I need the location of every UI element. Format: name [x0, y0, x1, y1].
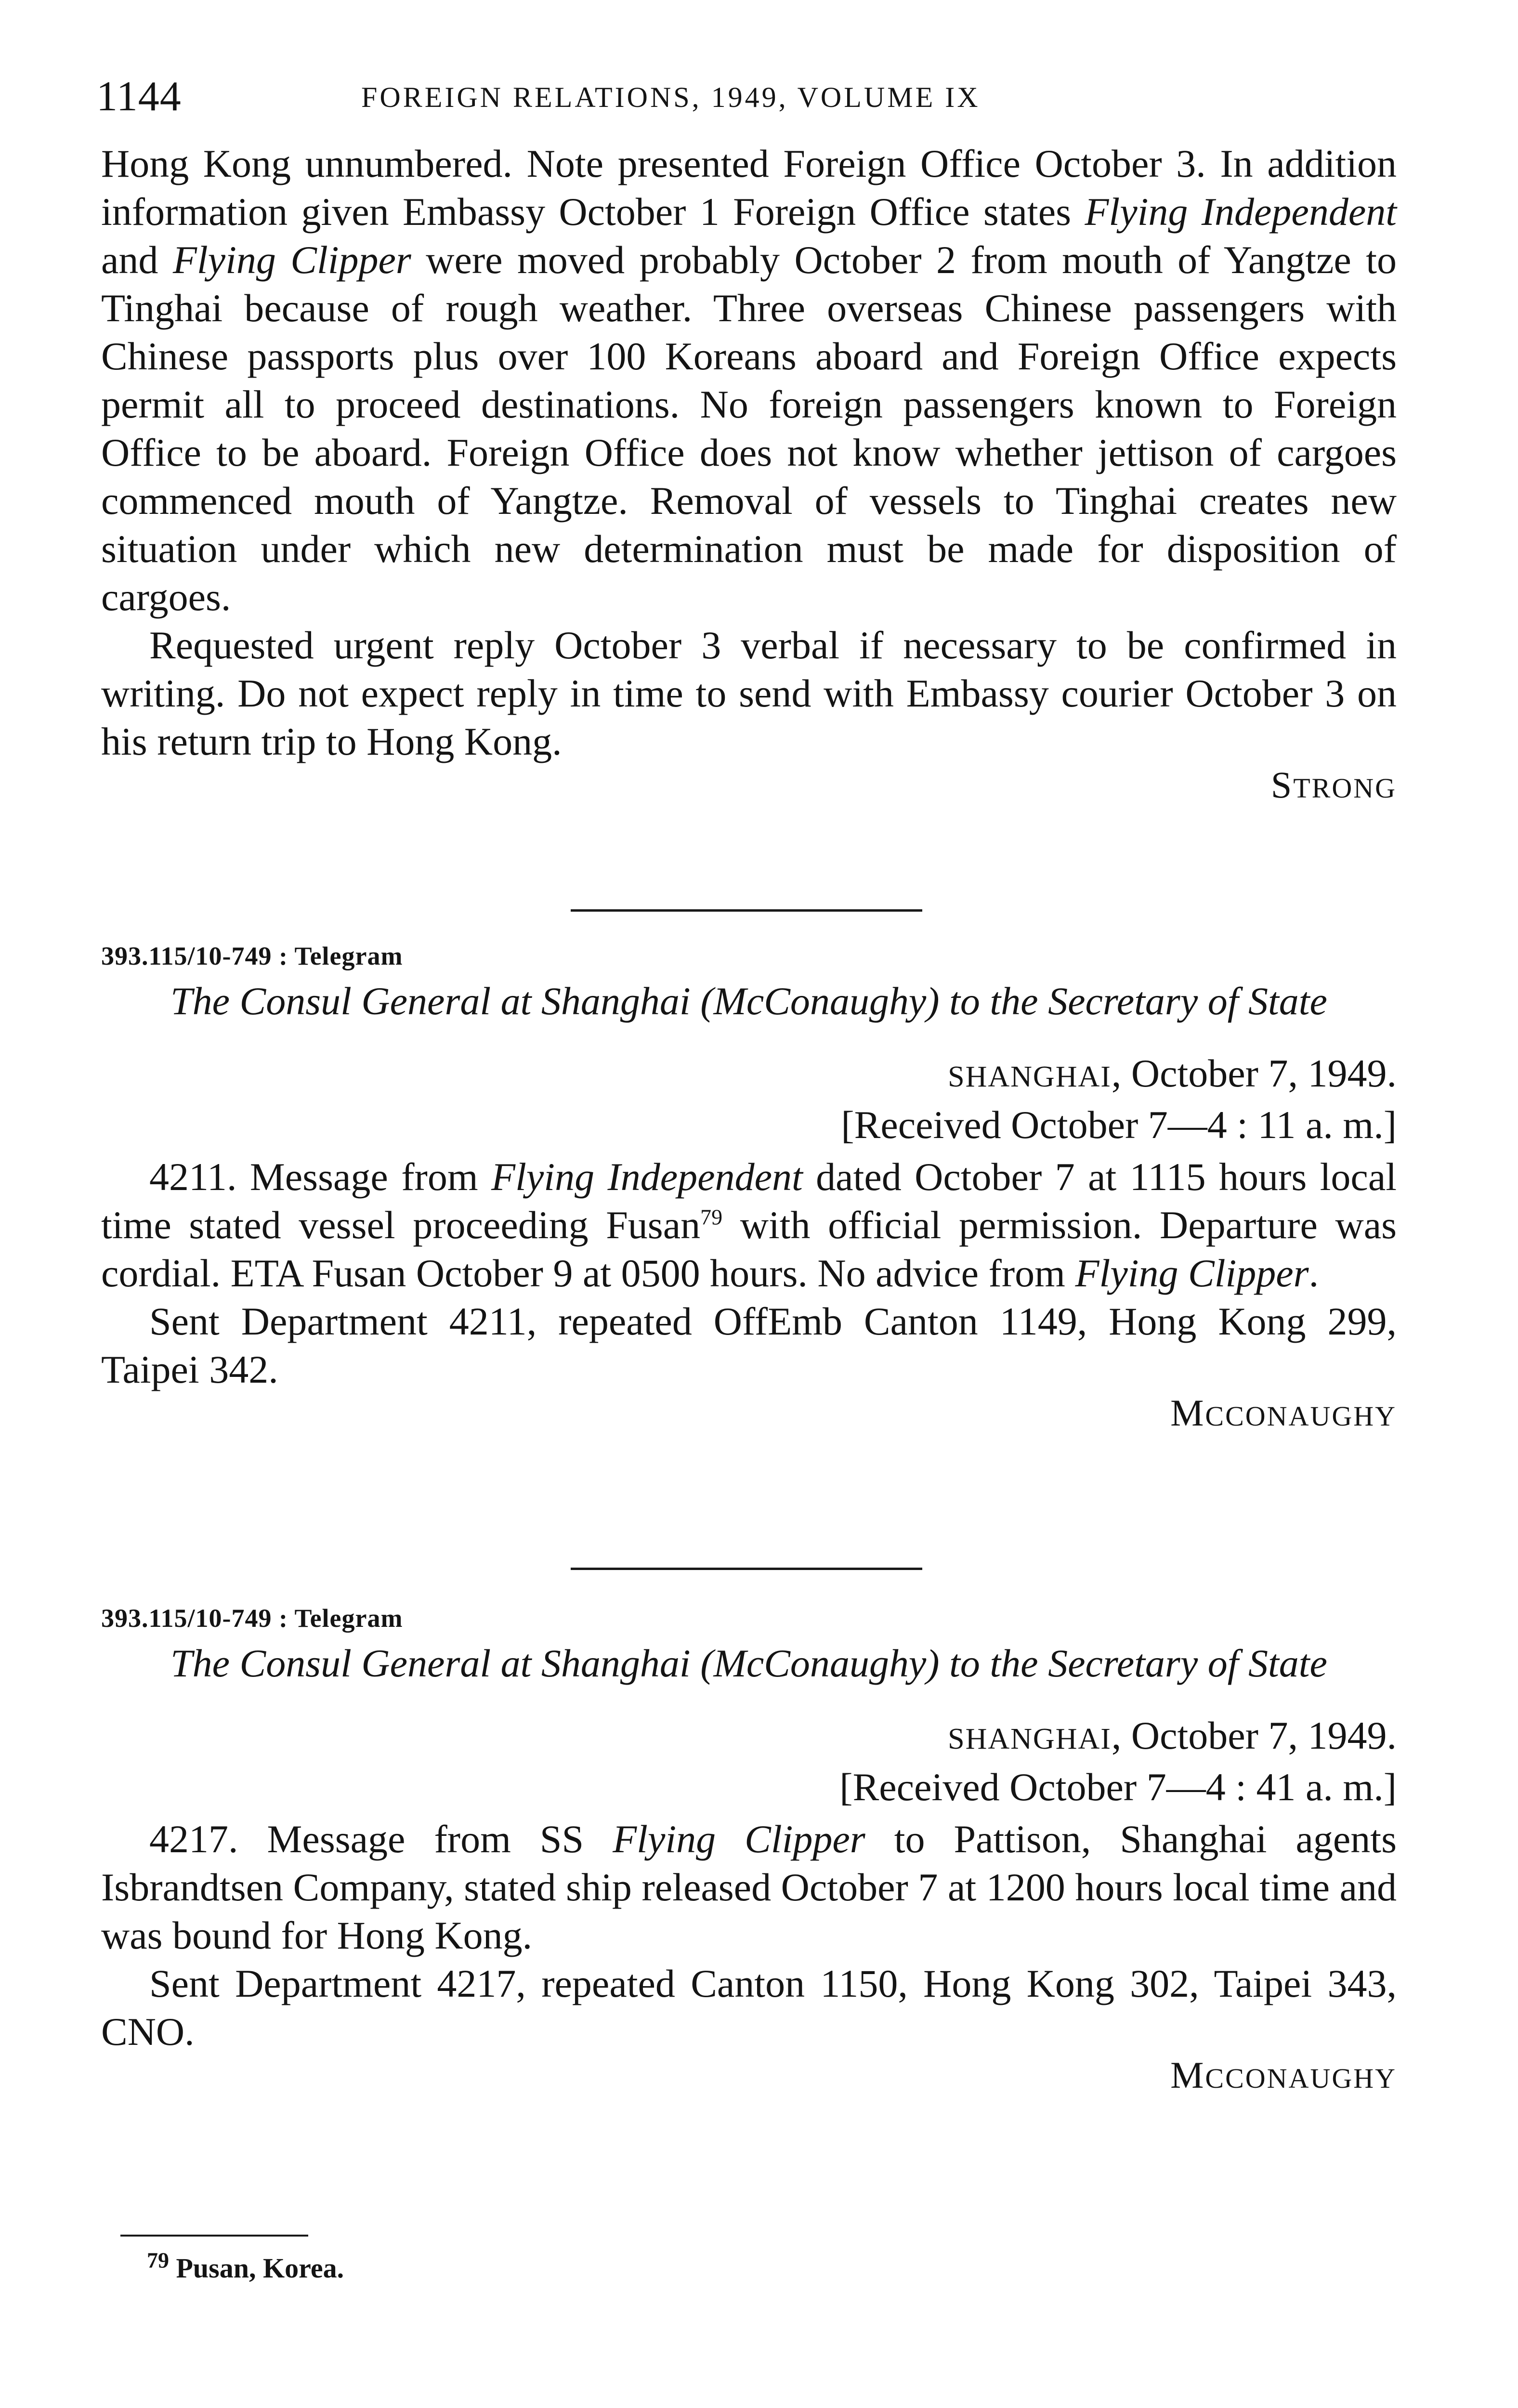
signature-strong: STRONG	[1270, 764, 1397, 806]
sent-line: Sent Department 4217, repeated Canton 1150, Hong Kong 302, Taipei 343, CNO.	[101, 1962, 1397, 2054]
section-divider	[571, 909, 922, 912]
section-divider	[571, 1568, 922, 1570]
document-title: The Consul General at Shanghai (McConaughy) to the Secretary of State	[170, 979, 1327, 1023]
running-head: FOREIGN RELATIONS, 1949, VOLUME IX	[361, 81, 981, 113]
received-line: [Received October 7—4 : 41 a. m.]	[839, 1765, 1397, 1809]
file-reference: 393.115/10-749 : Telegram	[101, 1604, 403, 1633]
footnote: $^{79}$ Pusan, Korea.	[147, 2248, 344, 2284]
received-line: [Received October 7—4 : 11 a. m.]	[841, 1103, 1397, 1147]
ship-name: Flying Clipper	[613, 1817, 865, 1861]
ship-name: Flying Clipper	[172, 238, 411, 282]
ship-name: Flying Clipper	[1075, 1251, 1309, 1295]
signature-mcconaughy: MCCONAUGHY	[1170, 2054, 1397, 2096]
sent-line: Sent Department 4211, repeated OffEmb Canton 1149, Hong Kong 299, Taipei 342.	[101, 1299, 1397, 1391]
telegram-4217	[101, 1599, 1397, 2098]
footnote-number: 79	[147, 2248, 169, 2273]
footnote-marker: 79	[700, 1204, 723, 1230]
dateline: SHANGHAI, October 7, 1949.	[948, 1051, 1397, 1095]
dateline: SHANGHAI, October 7, 1949.	[948, 1714, 1397, 1757]
ship-name: Flying Independent	[1085, 190, 1397, 234]
telegram-body: 4211. Message from Flying Independent dated October 7 at 1115 hours local time stated vessel proceeding Fusan$^{79}$ with official permission. Departure was cordial. ETA Fusan October 9 at 0500 hours. No advice from Flying Clipper.	[101, 1155, 1397, 1295]
continuation-paragraph: Hong Kong unnumbered. Note presented Foreign Office October 3. In addition information given Embassy October 1 Foreign Office states Flying Independent and Flying Clipper were moved probably October 2 from mouth of Yangtze to Tinghai because of rough weather. Three overseas Chinese passengers with Chinese passports plus over 100 Koreans aboard and Foreign Office expects permit all to proceed destinations. No foreign passengers known to Foreign Office to be aboard. Foreign Office does not know whether jettison of cargoes commenced mouth of Yangtze. Removal of vessels to Tinghai creates new situation under which new determination must be made for disposition of cargoes.	[101, 142, 1397, 619]
telegram-body: 4217. Message from SS Flying Clipper to Pattison, Shanghai agents Isbrandtsen Company, stated ship released October 7 at 1200 hours local time and was bound for Hong Kong.	[101, 1817, 1397, 1957]
continuation-section	[101, 140, 1397, 808]
document-title: The Consul General at Shanghai (McConaughy) to the Secretary of State	[170, 1641, 1327, 1685]
page-header	[96, 72, 1397, 125]
document-page	[96, 0, 1397, 2408]
file-reference: 393.115/10-749 : Telegram	[101, 942, 403, 970]
telegram-4211	[101, 937, 1397, 1436]
footnote-rule	[120, 2235, 308, 2237]
page-number: 1144	[96, 73, 182, 120]
ship-name: Flying Independent	[491, 1155, 803, 1199]
request-paragraph: Requested urgent reply October 3 verbal if necessary to be confirmed in writing. Do not expect reply in time to send with Embassy courier October 3 on his return trip to Hong Kong.	[101, 623, 1397, 763]
signature-mcconaughy: MCCONAUGHY	[1170, 1392, 1397, 1434]
